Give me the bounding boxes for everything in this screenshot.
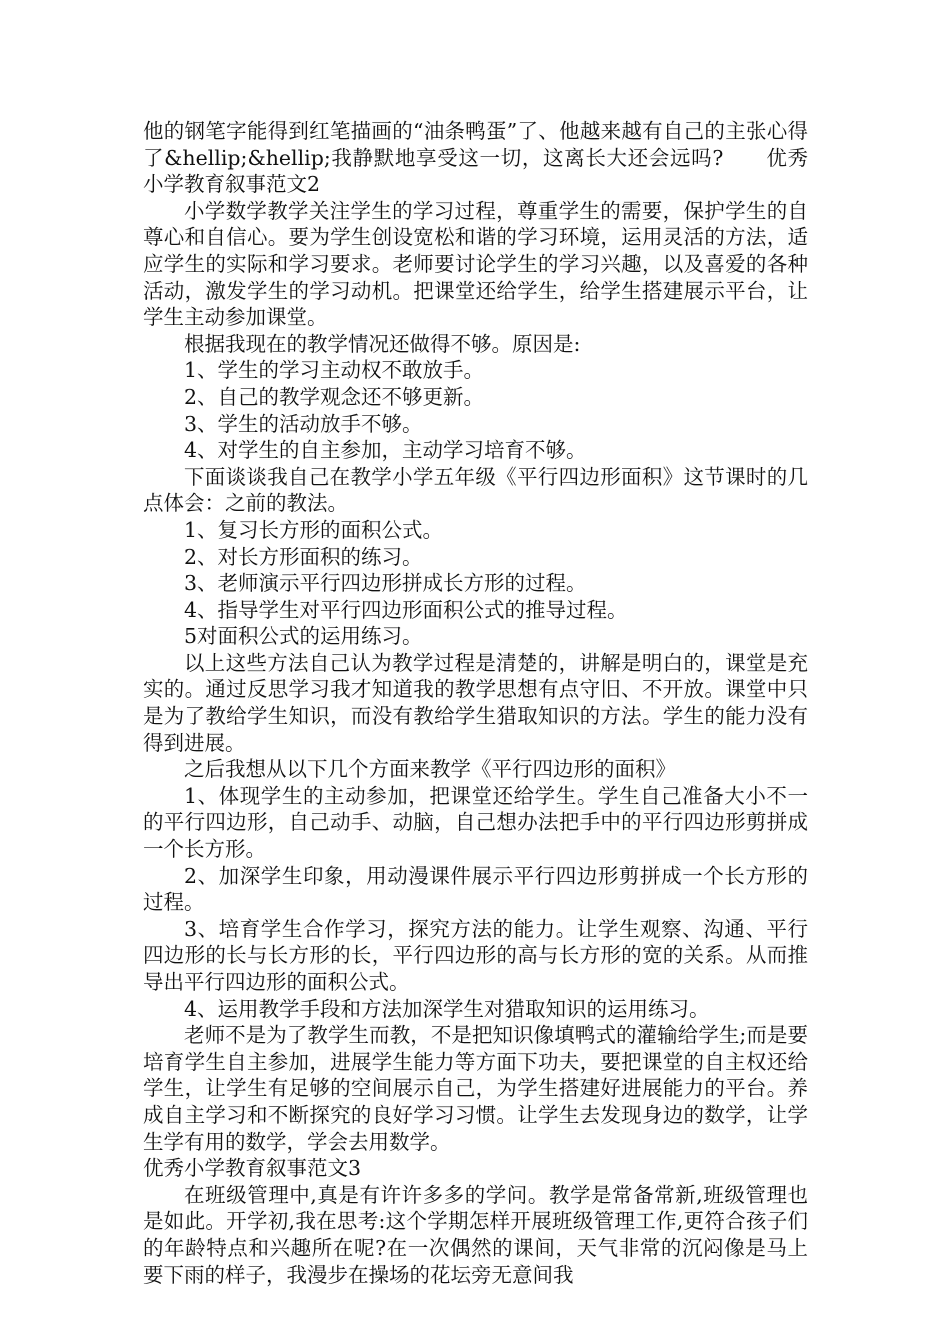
list-item: 2、加深学生印象，用动漫课件展示平行四边形剪拼成一个长方形的过程。: [143, 863, 808, 915]
paragraph: 下面谈谈我自己在教学小学五年级《平行四边形面积》这节课时的几点体会：之前的教法。: [143, 464, 808, 516]
list-item: 4、对学生的自主参加，主动学习培育不够。: [184, 438, 587, 463]
list-item: 2、自己的教学观念还不够更新。: [184, 384, 485, 409]
paragraph: 他的钢笔字能得到红笔描画的“油条鸭蛋”了、他越来越有自己的主张心得了&hellip;&hellip;我静默地享受这一切，这离长大还会远吗? 优秀小学教育叙事范文2: [143, 119, 808, 197]
list-item: 4、指导学生对平行四边形面积公式的推导过程。: [184, 597, 628, 622]
list-item: 2、对长方形面积的练习。: [184, 544, 423, 569]
list-item: 3、培育学生合作学习，探究方法的能力。让学生观察、沟通、平行四边形的长与长方形的长，平行四边形的高与长方形的宽的关系。从而推导出平行四边形的面积公式。: [143, 916, 808, 994]
paragraph: 以上这些方法自己认为教学过程是清楚的，讲解是明白的，课堂是充实的。通过反思学习我才知道我的教学思想有点守旧、不开放。课堂中只是为了教给学生知识，而没有教给学生猎取知识的方法。学生的能力没有得到进展。: [143, 650, 808, 755]
paragraph: 老师不是为了教学生而教，不是把知识像填鸭式的灌输给学生;而是要培育学生自主参加，进展学生能力等方面下功夫，要把课堂的自主权还给学生，让学生有足够的空间展示自己，为学生搭建好进展能力的平台。养成自主学习和不断探究的良好学习习惯。让学生去发现身边的数学，让学生学有用的数学，学会去用数学。: [143, 1023, 808, 1154]
list-item: 4、运用教学手段和方法加深学生对猎取知识的运用练习。: [184, 996, 710, 1021]
paragraph: 在班级管理中,真是有许许多多的学问。教学是常备常新,班级管理也是如此。开学初,我在思考:这个学期怎样开展班级管理工作,更符合孩子们的年龄特点和兴趣所在呢?在一次偶然的课间，天气非常的沉闷像是马上要下雨的样子，我漫步在操场的花坛旁无意间我: [143, 1182, 808, 1287]
list-item: 1、复习长方形的面积公式。: [184, 517, 444, 542]
list-item: 1、体现学生的主动参加，把课堂还给学生。学生自己准备大小不一的平行四边形，自己动手、动脑，自己想办法把手中的平行四边形剪拼成一个长方形。: [143, 783, 808, 862]
paragraph: 之后我想从以下几个方面来教学《平行四边形的面积》: [184, 757, 676, 782]
section-title: 优秀小学教育叙事范文3: [143, 1156, 362, 1181]
list-item: 1、学生的学习主动权不敢放手。: [184, 358, 485, 383]
list-item: 5对面积公式的运用练习。: [184, 624, 423, 649]
list-item: 3、老师演示平行四边形拼成长方形的过程。: [184, 571, 587, 596]
paragraph: 根据我现在的教学情况还做得不够。原因是:: [184, 331, 581, 356]
document-body: [143, 118, 808, 1288]
list-item: 3、学生的活动放手不够。: [184, 411, 423, 436]
paragraph: 小学数学教学关注学生的学习过程，尊重学生的需要，保护学生的自尊心和自信心。要为学生创设宽松和谐的学习环境，运用灵活的方法，适应学生的实际和学习要求。老师要讨论学生的学习兴趣，以及喜爱的各种活动，激发学生的学习动机。把课堂还给学生，给学生搭建展示平台，让学生主动参加课堂。: [143, 198, 808, 330]
